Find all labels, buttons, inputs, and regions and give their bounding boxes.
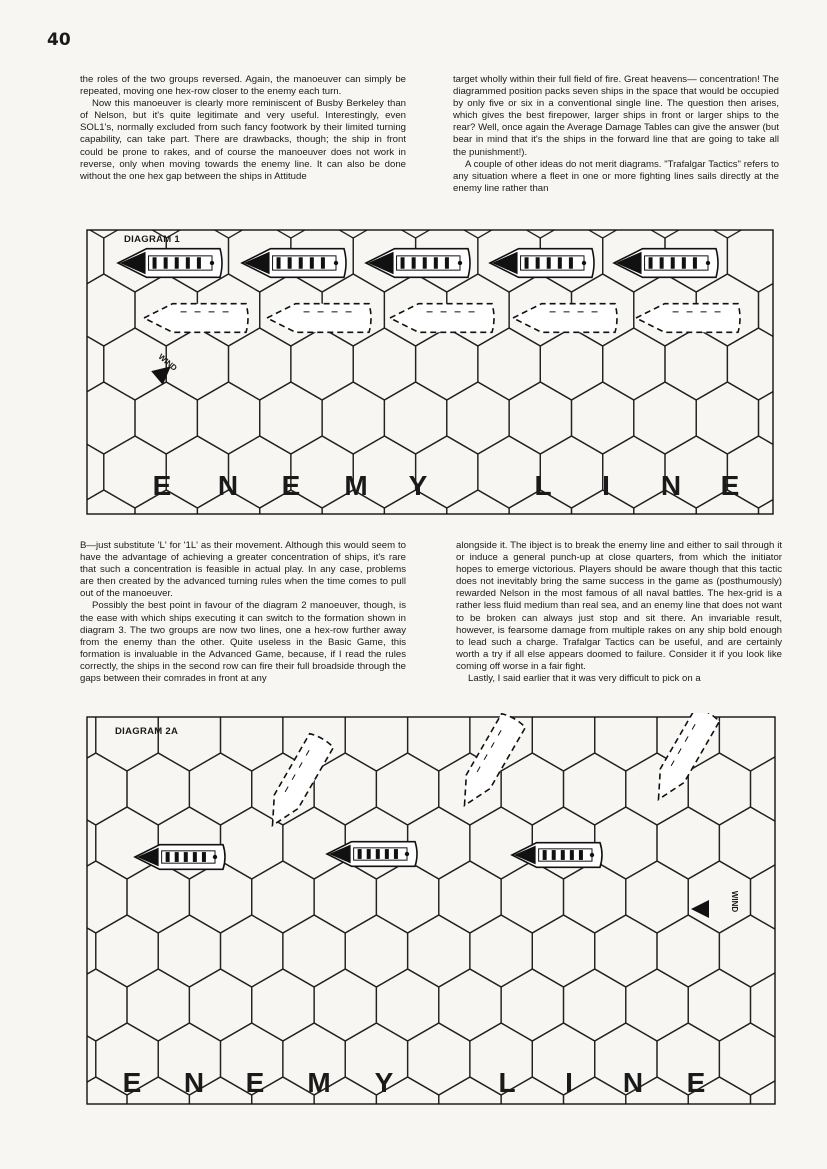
hex-cell bbox=[416, 328, 478, 400]
hex-cell bbox=[509, 382, 571, 454]
enemy-line-letter: E bbox=[152, 470, 172, 501]
hex-cell bbox=[696, 382, 758, 454]
hex-cell bbox=[564, 969, 626, 1041]
hex-cell bbox=[532, 915, 594, 987]
enemy-line-letter: E bbox=[686, 1067, 706, 1098]
hex-cell bbox=[221, 713, 283, 771]
hex-cell bbox=[719, 915, 776, 987]
hex-cell bbox=[478, 328, 540, 400]
hex-cell bbox=[439, 969, 501, 1041]
hex-cell bbox=[603, 328, 665, 400]
ship-outline bbox=[144, 304, 248, 333]
hex-cell bbox=[688, 969, 750, 1041]
hex-cell bbox=[85, 382, 135, 454]
hex-cell bbox=[719, 713, 776, 771]
hex-cell bbox=[634, 382, 696, 454]
hex-cell bbox=[719, 807, 776, 879]
hex-cell bbox=[657, 915, 719, 987]
ship-counter bbox=[135, 845, 225, 870]
hex-cell bbox=[85, 226, 104, 292]
hex-cell bbox=[572, 382, 634, 454]
hex-cell bbox=[595, 713, 657, 771]
hex-cell bbox=[376, 969, 438, 1041]
hex-cell bbox=[665, 328, 727, 400]
hex-cell bbox=[532, 713, 594, 771]
enemy-line-letter: M bbox=[307, 1067, 331, 1098]
enemy-line-letter: N bbox=[217, 470, 239, 501]
hex-cell bbox=[408, 915, 470, 987]
ship-outline bbox=[390, 304, 494, 333]
ship-counter bbox=[242, 249, 346, 278]
hex-cell bbox=[104, 328, 166, 400]
hex-cell bbox=[376, 861, 438, 933]
hex-cell bbox=[85, 328, 104, 400]
hex-cell bbox=[135, 382, 197, 454]
hex-cell bbox=[158, 713, 220, 771]
enemy-line-letter: N bbox=[183, 1067, 205, 1098]
hex-cell bbox=[291, 328, 353, 400]
ship-counter bbox=[490, 249, 594, 278]
hex-cell bbox=[314, 969, 376, 1041]
paragraph: B—just substitute 'L' for '1L' as their movement. Although this would seem to have the advantage of achieving a greater concentration of ships, it's rare that such a concentration is feasible in actual play. In any case, problems are then created by the advanced turning rules when the time comes to pull out of the manoeuver. bbox=[80, 540, 406, 600]
hex-cell bbox=[501, 969, 563, 1041]
hex-cell bbox=[345, 713, 407, 771]
hex-cell bbox=[322, 382, 384, 454]
hex-cell bbox=[96, 915, 158, 987]
hex-cell bbox=[127, 861, 189, 933]
hex-cell bbox=[657, 807, 719, 879]
hex-cell bbox=[384, 382, 446, 454]
hex-cell bbox=[447, 382, 509, 454]
hex-cell bbox=[197, 382, 259, 454]
hex-cell bbox=[626, 861, 688, 933]
hex-cell bbox=[85, 861, 127, 933]
hex-cell bbox=[353, 328, 415, 400]
hex-cell bbox=[189, 969, 251, 1041]
diagram-label: DIAGRAM 1 bbox=[124, 234, 181, 245]
hex-cell bbox=[252, 861, 314, 933]
hex-cell bbox=[283, 915, 345, 987]
hex-cell bbox=[314, 861, 376, 933]
hex-cell bbox=[408, 713, 470, 771]
hex-cell bbox=[688, 753, 750, 825]
enemy-line-letter: L bbox=[498, 1067, 516, 1098]
hex-cell bbox=[127, 753, 189, 825]
hex-cell bbox=[189, 861, 251, 933]
column-middle-left bbox=[80, 540, 406, 711]
hex-cell bbox=[564, 753, 626, 825]
hex-cell bbox=[501, 861, 563, 933]
ship-outline bbox=[636, 304, 740, 333]
wind-label: WIND bbox=[156, 352, 179, 373]
column-top-left bbox=[80, 74, 406, 212]
hex-cell bbox=[626, 969, 688, 1041]
enemy-line-letter: I bbox=[565, 1067, 573, 1098]
enemy-line-letter: M bbox=[344, 470, 368, 501]
paragraph: alongside it. The ibject is to break the enemy line and either to sail through it or induce a general punch-up at close quarters, from which the initiator hopes to emerge victorious. Players should be aware though that this tactic does not inevitably bring the same success in the game as (posthumously) rewarded Nelson in the most famous of all naval battles. The hex-grid is a rather less fluid medium than real sea, and an enemy line that does not want to be broken can always just stop and sit there. An invariable result, however, is fearsome damage from multiple rakes on any ship bold enough to lead such a charge. Trafalgar Tactics can be useful, and are certainly worth a try if all else appears doomed to failure. Consider it if you look like coming off worse in a fair fight. bbox=[456, 540, 782, 672]
enemy-line-letter: E bbox=[245, 1067, 265, 1098]
enemy-line-letter: Y bbox=[374, 1067, 394, 1098]
hex-cell bbox=[595, 915, 657, 987]
column-top-right bbox=[453, 74, 779, 212]
paragraph: Lastly, I said earlier that it was very difficult to pick on a bbox=[468, 673, 701, 685]
hex-cell bbox=[252, 969, 314, 1041]
enemy-line-letter: E bbox=[720, 470, 740, 501]
paragraph: target wholly within their full field of fire. Great heavens— concentration! The diagrammed position packs seven ships in the space that would be occupied by only five or six in a conventional single line. The question then arises, which gives the best firepower, larger ships in front or larger ships to the rear? Well, once again the Average Damage Tables can give the answer (but bear in mind that it's the ships in the forward line that are going to take all the punishment!). bbox=[453, 74, 779, 158]
ship-outline bbox=[513, 304, 617, 333]
hex-cell bbox=[688, 861, 750, 933]
diagram-label: DIAGRAM 2A bbox=[115, 726, 179, 737]
ship-counter bbox=[327, 842, 417, 867]
enemy-line-letter: N bbox=[622, 1067, 644, 1098]
ship-counter bbox=[118, 249, 222, 278]
hex-cell bbox=[189, 753, 251, 825]
ship-outline bbox=[267, 304, 371, 333]
hex-cell bbox=[96, 713, 158, 771]
enemy-line-letter: E bbox=[122, 1067, 142, 1098]
ship-counter bbox=[366, 249, 470, 278]
column-middle-right bbox=[456, 540, 782, 714]
hex-cell bbox=[727, 226, 775, 292]
hex-cell bbox=[408, 807, 470, 879]
diagram-2a bbox=[85, 713, 776, 1108]
hex-cell bbox=[595, 807, 657, 879]
hex-cell bbox=[408, 1023, 470, 1095]
enemy-line-letter: Y bbox=[408, 470, 428, 501]
hex-cell bbox=[719, 1023, 776, 1095]
hex-grid bbox=[85, 713, 776, 1108]
diagram-1 bbox=[85, 226, 775, 518]
ship-outline bbox=[647, 713, 721, 806]
hex-cell bbox=[229, 328, 291, 400]
hex-cell bbox=[564, 861, 626, 933]
hex-cell bbox=[127, 969, 189, 1041]
hex-cell bbox=[221, 915, 283, 987]
hex-cell bbox=[158, 915, 220, 987]
ship-counter bbox=[614, 249, 718, 278]
paragraph: A couple of other ideas do not merit diagrams. "Trafalgar Tactics" refers to any situation where a fleet in one or more fighting lines sails directly at the enemy line rather than bbox=[453, 158, 779, 194]
paragraph: Now this manoeuver is clearly more reminiscent of Busby Berkeley than of Nelson, but it's quite legitimate and very useful. Interestingly, even SOL1's, normally excluded from such fancy footwork by their limited turning capability, can take part. There are drawbacks, though; the ship in front could be prone to rakes, and of course the manoeuver does not work in reverse, only when moving towards the enemy line. It can also be done without the one hex gap between the ships in Attitude bbox=[80, 98, 406, 182]
hex-cell bbox=[260, 382, 322, 454]
hex-cell bbox=[85, 436, 104, 508]
paragraph: the roles of the two groups reversed. Again, the manoeuver can simply be repeated, moving one hex-row closer to the enemy each turn. bbox=[80, 74, 406, 98]
hex-cell bbox=[85, 753, 127, 825]
page-number: 40 bbox=[47, 30, 71, 50]
hex-cell bbox=[501, 753, 563, 825]
hex-cell bbox=[96, 807, 158, 879]
enemy-line-letter: I bbox=[602, 470, 610, 501]
hex-cell bbox=[85, 969, 127, 1041]
hex-cell bbox=[470, 915, 532, 987]
hex-cell bbox=[85, 274, 135, 346]
wind-arrow-icon bbox=[691, 900, 709, 918]
hex-cell bbox=[470, 807, 532, 879]
hex-cell bbox=[283, 807, 345, 879]
wind-label: WIND bbox=[730, 890, 740, 913]
ship-counter bbox=[512, 843, 602, 868]
hex-cell bbox=[345, 915, 407, 987]
paragraph: Possibly the best point in favour of the diagram 2 manoeuver, though, is the ease with which ships executing it can switch to the formation shown in diagram 3. The two groups are now two lines, one a hex-row further away from the enemy than the other. Quite useless in the Basic Game, this formation is invaluable in the Advanced Game, because, if I read the rules correctly, the ships in the second row can fire their full broadside through the gaps between their comrades in front at any bbox=[80, 600, 406, 685]
enemy-line-letter: L bbox=[534, 470, 552, 501]
hex-cell bbox=[439, 861, 501, 933]
hex-cell bbox=[727, 328, 775, 400]
hex-cell bbox=[540, 328, 602, 400]
enemy-line-letter: N bbox=[660, 470, 682, 501]
hex-cell bbox=[376, 753, 438, 825]
enemy-line-letter: E bbox=[281, 470, 301, 501]
